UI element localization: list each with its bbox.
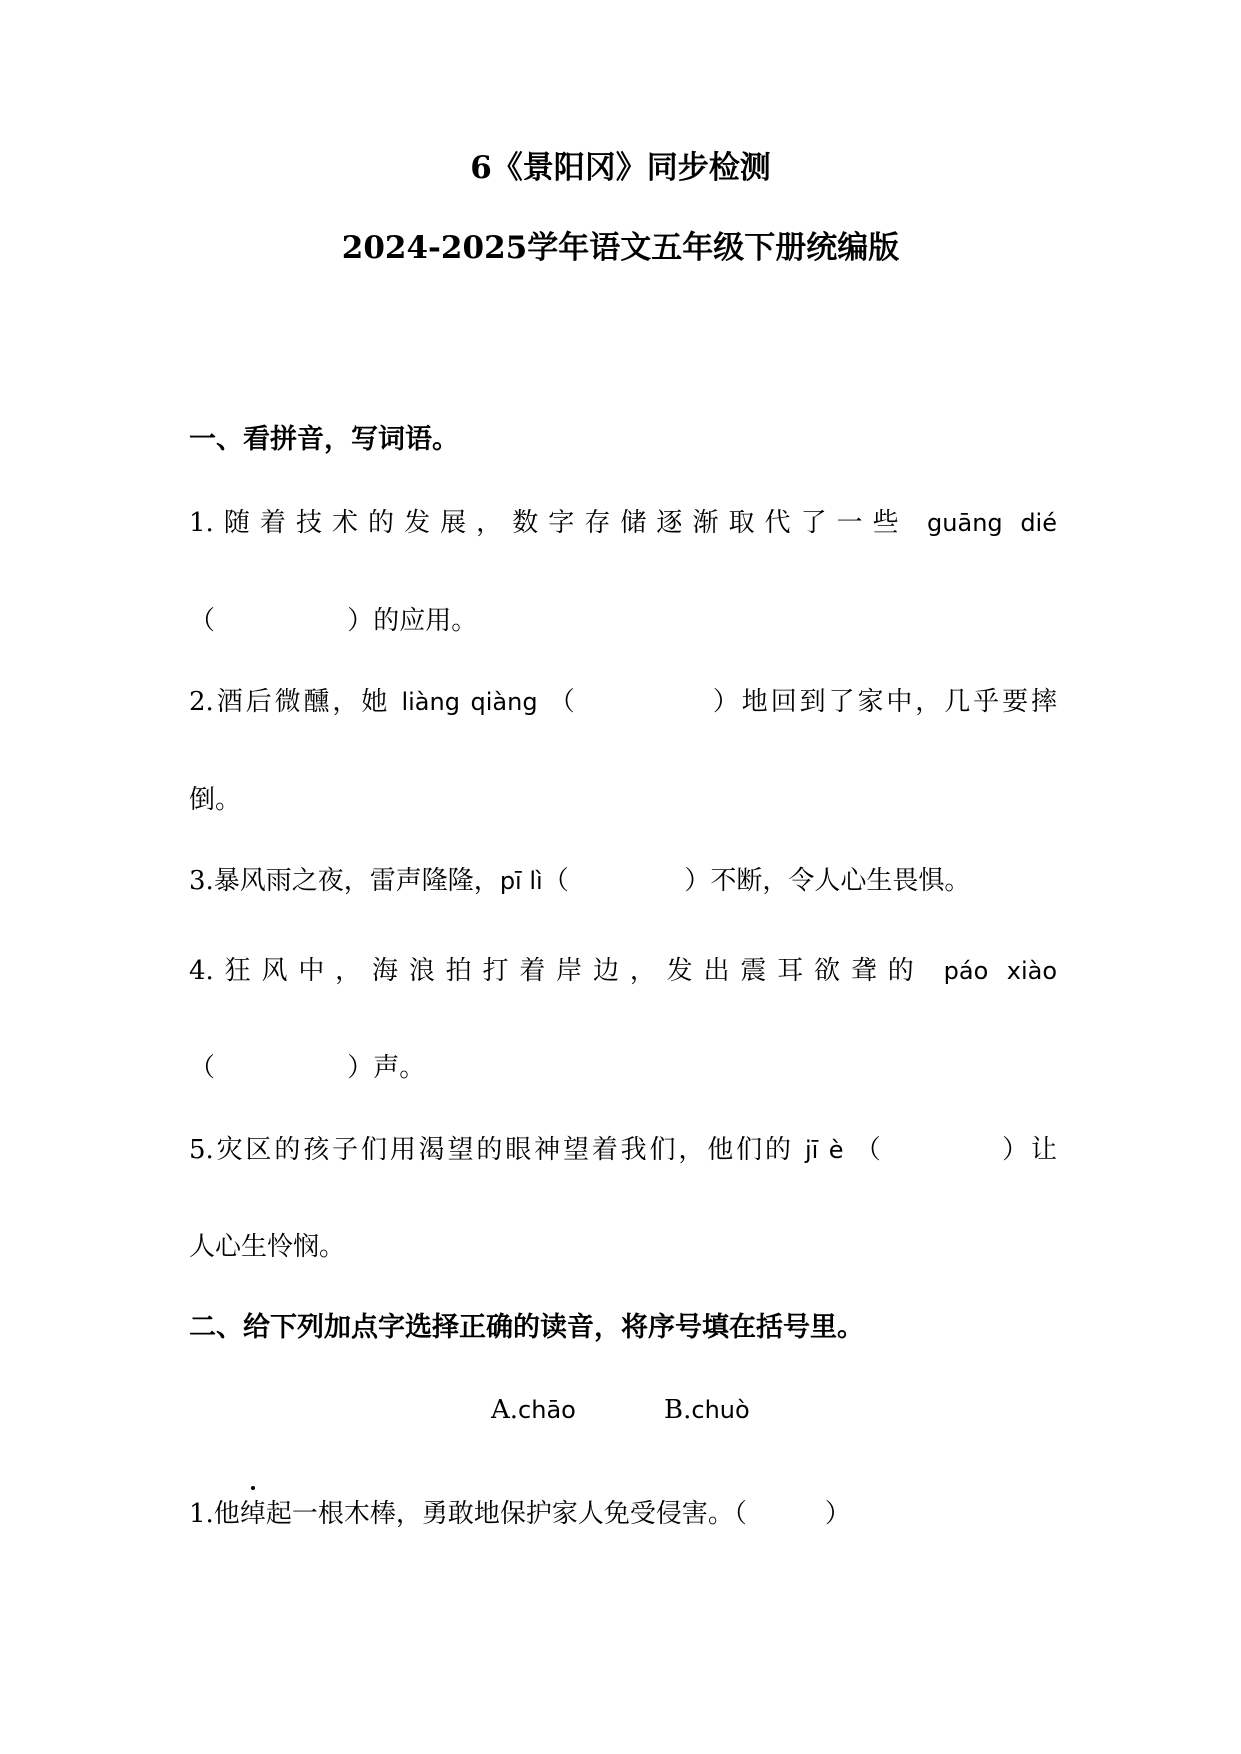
question-text: 1.随着技术的发展，数字存储逐渐取代了一些 — [189, 508, 909, 538]
pinyin: guāng dié — [927, 509, 1057, 537]
open-paren: （ — [854, 1135, 884, 1165]
question-text: ）让 — [999, 1135, 1057, 1165]
question-text: ）不断，令人心生畏惧。 — [684, 866, 971, 896]
question-text: 4.狂风中，海浪拍打着岸边，发出震耳欲聋的 — [189, 956, 925, 986]
question-1-2 — [189, 684, 1057, 720]
pinyin: liàng qiàng — [401, 688, 538, 716]
section2-heading: 二、给下列加点字选择正确的读音，将序号填在括号里。 — [189, 1312, 864, 1343]
worksheet-title: 6《景阳冈》同步检测 — [470, 150, 771, 186]
open-paren: （ — [189, 606, 216, 636]
question-1-3 — [189, 863, 970, 899]
question-1-5 — [189, 1132, 1057, 1168]
option-label: A. — [491, 1395, 519, 1425]
question-text: 起一根木棒，勇敢地保护家人免受侵害。（ ） — [265, 1499, 851, 1529]
dotted-character-text: 绰 — [239, 1499, 266, 1529]
section1-heading: 一、看拼音，写词语。 — [189, 424, 459, 455]
question-1-2-continued: 倒。 — [189, 785, 242, 815]
worksheet-subtitle: 2024-2025学年语文五年级下册统编版 — [341, 230, 900, 266]
question-2-1 — [189, 1496, 851, 1532]
question-text: 2.酒后微醺，她 — [189, 687, 391, 717]
option-pinyin: chāo — [518, 1396, 576, 1424]
option-label: B. — [664, 1395, 692, 1425]
question-text: 3.暴风雨之夜，雷声隆隆， — [189, 866, 500, 896]
answer-blank[interactable] — [215, 1050, 347, 1086]
pinyin: jī è — [804, 1136, 844, 1164]
question-text: ）地回到了家中，几乎要摔 — [709, 687, 1057, 717]
question-1-1 — [189, 505, 1057, 541]
answer-blank[interactable] — [884, 1132, 1000, 1168]
open-paren: （ — [542, 866, 569, 896]
option-a — [491, 1392, 576, 1428]
answer-blank[interactable] — [578, 684, 710, 720]
dotted-character — [240, 1496, 266, 1532]
question-1-4-continued — [189, 1050, 425, 1086]
option-pinyin: chuò — [691, 1396, 750, 1424]
question-1-5-continued: 人心生怜悯。 — [189, 1232, 346, 1262]
answer-blank[interactable] — [215, 603, 347, 639]
question-text: 5.灾区的孩子们用渴望的眼神望着我们，他们的 — [189, 1135, 794, 1165]
pinyin: páo xiào — [943, 957, 1058, 985]
option-b — [664, 1392, 750, 1428]
question-text: ）声。 — [347, 1053, 426, 1083]
answer-blank[interactable] — [569, 863, 685, 899]
question-1-4 — [189, 953, 1057, 989]
question-1-1-continued — [189, 603, 477, 639]
emphasis-dot — [251, 1486, 255, 1490]
open-paren: （ — [548, 687, 578, 717]
open-paren: （ — [189, 1053, 216, 1083]
question-text: 1.他 — [189, 1499, 240, 1529]
pinyin: pī lì — [499, 867, 543, 895]
question-text: ）的应用。 — [347, 606, 478, 636]
